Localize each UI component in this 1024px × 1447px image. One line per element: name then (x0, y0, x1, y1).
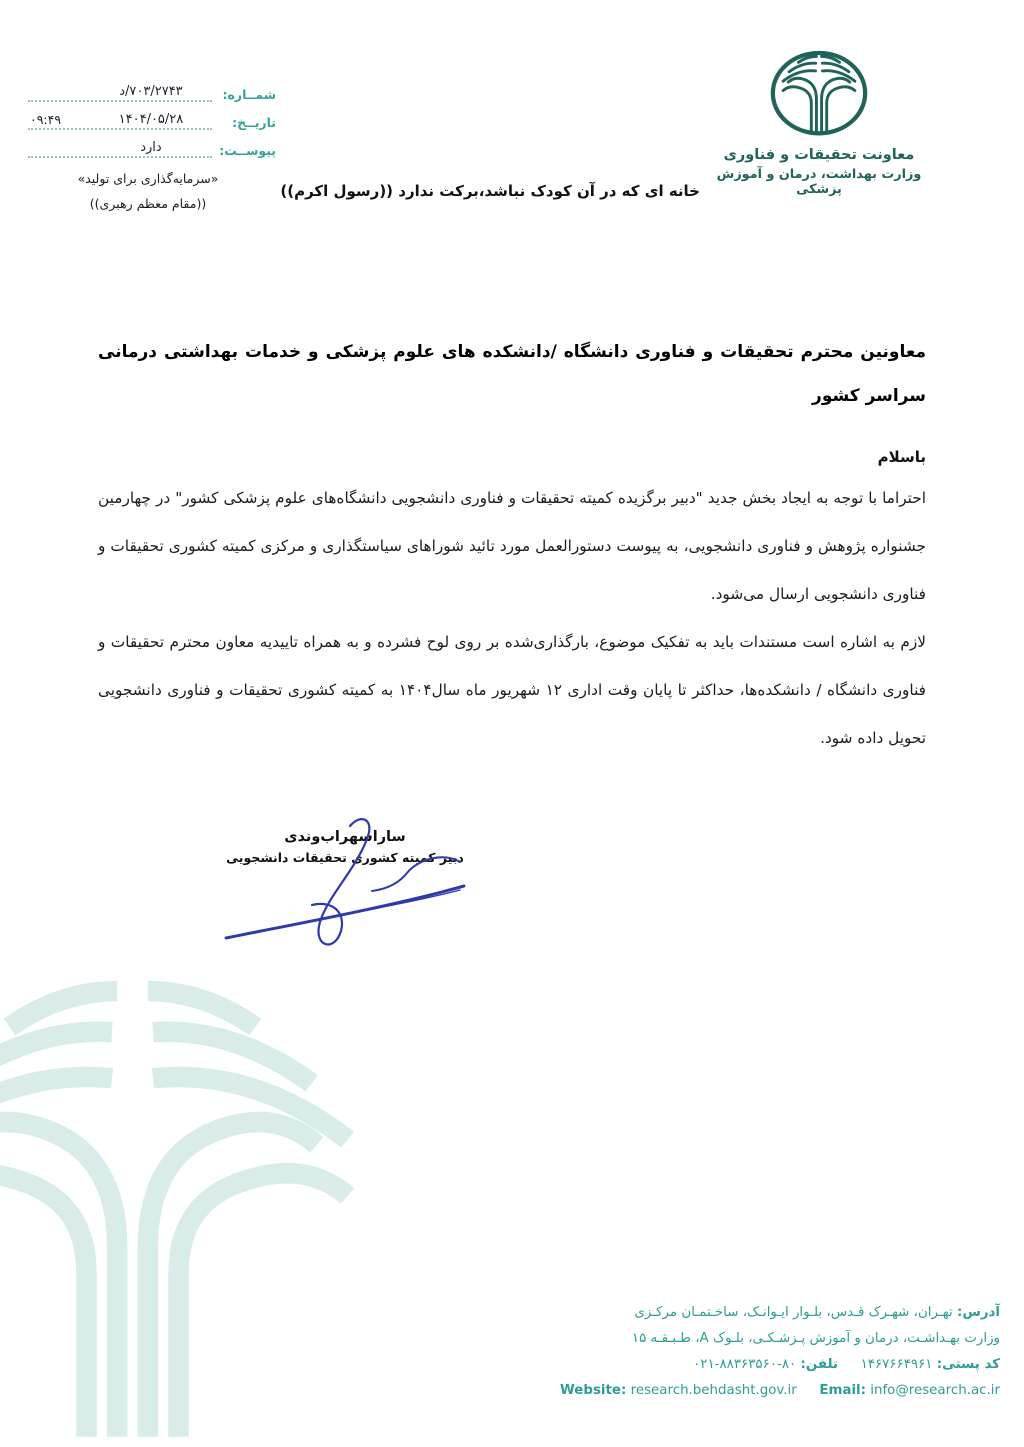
slogan-block (50, 166, 246, 216)
address-line1-text: تهـران، شهـرک قـدس، بلـوار ایـوانـک، ساخـتمـان مرکـزی (634, 1305, 953, 1320)
salutation: باسلام (877, 448, 926, 466)
ref-row-number (26, 74, 276, 102)
attachment-label: پیوســت: (219, 143, 276, 158)
footer-contact-block (510, 1300, 1000, 1404)
date-dotted-line (28, 105, 212, 130)
ministry-tree-logo-icon (766, 48, 872, 140)
recipient-heading: معاونین محترم تحقیقات و فناوری دانشگاه /دانشکده های علوم پزشکی و خدمات بهداشتی درمانی سراسر کشور (98, 342, 926, 406)
paragraph-2: لازم به اشاره است مستندات باید به تفکیک موضوع، بارگذاری‌شده بر روی لوح فشرده و به همراه تاییدیه معاون محترم تحقیقات و فناوری دانشگاه / دانشکده‌ها، حداکثر تا پایان وقت اداری ۱۲ شهریور ماه سال۱۴۰۴ به کمیته کشوری تحقیقات و فناوری دانشجویی تحویل داده شود. (98, 633, 926, 747)
signer-title: دبیر کمیته کشوری تحقیقات دانشجویی (226, 850, 464, 865)
slogan-line2: ((مقام معظم رهبری)) (89, 196, 207, 211)
phone-value: ۰۲۱-۸۸۳۶۳۵۶۰-۸۰ (693, 1357, 797, 1372)
date-label: تاریــخ: (232, 115, 276, 130)
letter-body (98, 330, 926, 762)
date-value: ۱۴۰۴/۰۵/۲۸ (118, 112, 184, 127)
ref-row-attachment (26, 130, 276, 158)
handwritten-signature (220, 812, 470, 957)
time-value: ۰۹:۴۹ (30, 112, 62, 127)
address-label: آدرس: (956, 1305, 1000, 1320)
attachment-value: دارد (140, 140, 162, 155)
ref-row-date (26, 102, 276, 130)
attachment-dotted-line (28, 133, 212, 158)
signer-name: ساراسهراب‌وندی (284, 829, 406, 845)
email-value: info@research.ac.ir (870, 1383, 1000, 1398)
postal-code-label: کد پستی: (936, 1357, 1000, 1372)
footer-postal-phone-line (510, 1352, 1000, 1378)
slogan-line1: «سرمایه‌گذاری برای تولید» (77, 171, 219, 186)
hadith-quote: خانه ای که در آن کودک نباشد،برکت ندارد ((رسول اکرم)) (280, 182, 700, 200)
number-value: د/۷۰۳/۲۷۴۳ (119, 84, 183, 99)
footer-address-line1 (510, 1300, 1000, 1326)
website-value: research.behdasht.gov.ir (630, 1383, 797, 1398)
phone-label: تلفن: (800, 1357, 839, 1372)
org-name-line2: وزارت بهداشت، درمان و آموزش پزشکی (716, 167, 922, 197)
reference-block (26, 74, 276, 158)
number-label: شمــاره: (222, 87, 276, 102)
ministry-logo-watermark (0, 945, 450, 1447)
org-name-line1: معاونت تحقیقات و فناوری (723, 147, 915, 163)
postal-code-value: ۱۴۶۷۶۶۴۹۶۱ (860, 1357, 933, 1372)
footer-web-email-line (510, 1378, 1000, 1404)
footer-address-line2: وزارت بهـداشـت، درمان و آموزش پـزشـکـی، بلـوک A، طـبـقـه ۱۵ (631, 1331, 1000, 1346)
org-header (712, 48, 926, 197)
paragraph-1: احتراما با توجه به ایجاد بخش جدید "دبیر برگزیده کمیته تحقیقات و فناوری دانشجویی دانشگاه‌های علوم پزشکی کشور" در چهارمین جشنواره پژوهش و فناوری دانشجویی، به پیوست دستورالعمل مورد تائید شوراهای سیاستگذاری و مرکزی کمیته کشوری تحقیقات و فناوری دانشجویی ارسال می‌شود. (98, 489, 926, 603)
email-label: Email: (819, 1383, 866, 1398)
website-label: Website: (560, 1383, 627, 1398)
number-dotted-line (28, 77, 212, 102)
